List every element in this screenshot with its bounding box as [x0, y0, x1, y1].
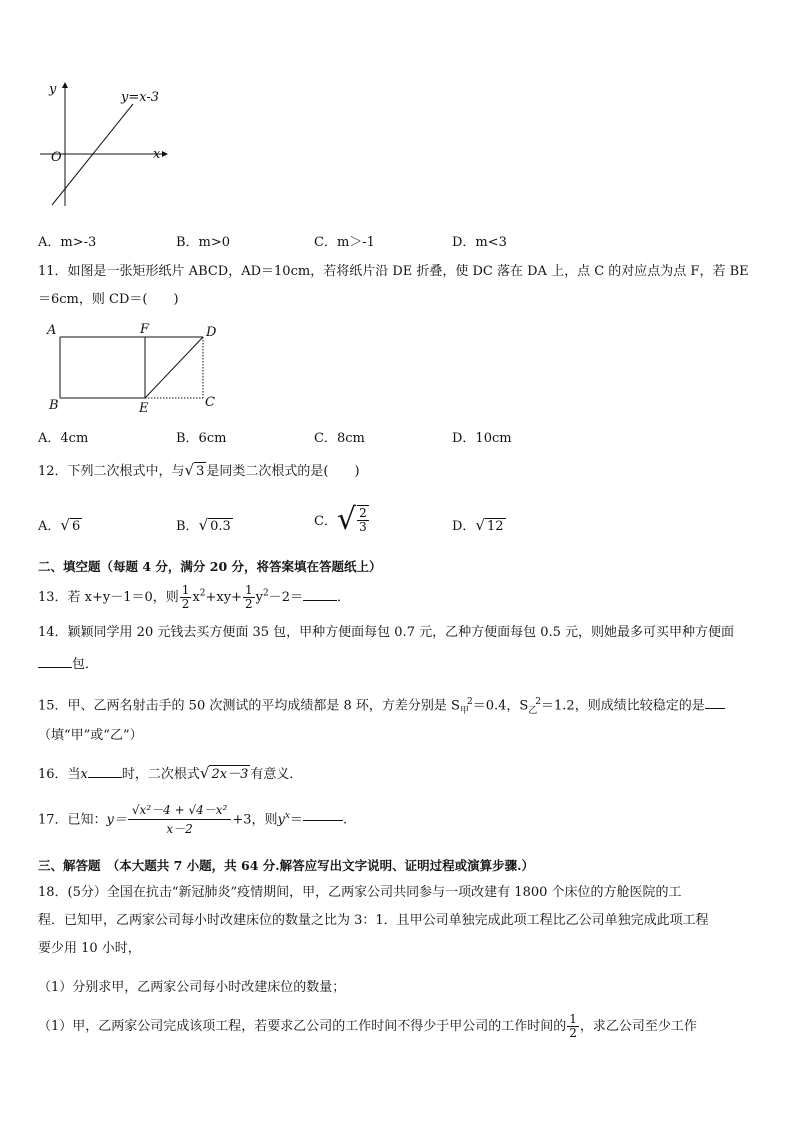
q15-exp-yi: 2	[535, 697, 542, 707]
q10-option-a: A．m>-3	[38, 235, 97, 250]
q17-answer-blank	[303, 820, 343, 821]
q18-stem-line2: 程．已知甲，乙两家公司每小时改建床位的数量之比为 3：1．且甲公司单独完成此项工程比乙公司单独完成此项工程	[38, 913, 709, 928]
fold-de	[145, 337, 203, 398]
q18-part2	[38, 1013, 697, 1040]
point-e-label: E	[139, 401, 149, 416]
q17-y-eq: y＝	[106, 812, 127, 828]
q13-x: x	[192, 590, 200, 605]
q16-radicand: 2x－3	[211, 767, 249, 782]
q16-mid: 时，二次根式	[121, 767, 200, 782]
q17-stem	[38, 804, 347, 836]
q13-y-exponent: 2	[262, 588, 269, 599]
q12-option-a	[38, 515, 82, 534]
q16-pre: 16．当	[38, 767, 81, 782]
q13-fraction-1-den: 2	[181, 597, 190, 611]
q13-x-exponent: 2	[199, 588, 206, 599]
q18-part2-pre: （1）甲，乙两家公司完成该项工程，若要求乙公司的工作时间不得少于甲公司的工作时间的	[38, 1019, 567, 1034]
x-axis-label: x	[153, 147, 161, 162]
q12-stem-pre: 12．下列二次根式中，与	[38, 464, 185, 479]
q17-eq: ＝	[289, 812, 303, 828]
q15-stem-line1	[38, 694, 725, 720]
q11-option-d: D．10cm	[452, 431, 512, 446]
q11-option-a: A．4cm	[38, 431, 89, 446]
q13-mid: +xy+	[205, 590, 242, 605]
q16-var: x	[80, 767, 88, 782]
q12-stem-post: 是同类二次根式的是( )	[206, 464, 360, 479]
q17-numerator: √x²－4 + √4－x²	[128, 804, 231, 820]
point-f-label: F	[140, 322, 150, 337]
q15-val-jia: ＝0.4，S	[472, 698, 529, 714]
q14-line2-end: 包．	[72, 657, 99, 672]
q15-stem-line2: （填“甲”或“乙”）	[38, 728, 143, 743]
q12-option-b	[176, 515, 233, 534]
sqrt-symbol: √	[184, 461, 195, 479]
q11-stem-line2: ＝6cm，则 CD＝( )	[38, 292, 179, 307]
q16-post: 有意义．	[250, 767, 303, 782]
q13-answer-blank	[303, 600, 337, 601]
q14-stem-line2	[38, 656, 98, 673]
q15-sub-jia: 甲	[459, 705, 469, 716]
q11-stem-line1: 11．如图是一张矩形纸片 ABCD，AD＝10cm，若将纸片沿 DE 折叠，使 DC 落在 DA 上，点 C 的对应点为点 F，若 BE	[38, 264, 749, 279]
sqrt-symbol: √	[475, 516, 485, 534]
q17-y: y	[277, 812, 285, 828]
sqrt-symbol: √	[60, 516, 70, 534]
q12-option-d-radicand: 12	[487, 519, 504, 534]
origin-label: O	[51, 150, 62, 165]
q18-part2-fraction	[567, 1013, 579, 1040]
q13-fraction-2-num: 1	[244, 583, 253, 597]
point-d-label: D	[206, 325, 217, 340]
q12-option-c-fraction	[357, 505, 369, 534]
q12-option-a-label: A．	[38, 519, 61, 534]
sqrt-symbol: √	[336, 502, 357, 537]
q18-part1: （1）分别求甲，乙两家公司每小时改建床位的数量；	[38, 980, 346, 995]
q18-stem-line1: 18．(5分）全国在抗击“新冠肺炎”疫情期间，甲，乙两家公司共同参与一项改建有 1800 个床位的方舱医院的工	[38, 885, 682, 900]
q13-fraction-1	[180, 584, 192, 611]
sqrt-symbol: √	[198, 516, 209, 534]
q10-option-d: D．m<3	[452, 235, 507, 250]
q18-stem-line3: 要少用 10 小时，	[38, 941, 141, 956]
q12-stem	[38, 462, 360, 480]
q13-fraction-1-num: 1	[181, 583, 190, 597]
q12-option-c	[314, 502, 370, 537]
sqrt-symbol: √	[199, 764, 210, 782]
q11-option-b: B．6cm	[176, 431, 227, 446]
q14-stem-line1: 14．颖颖同学用 20 元钱去买方便面 35 包，甲种方便面每包 0.7 元，乙种方便面每包 0.5 元，则她最多可买甲种方便面	[38, 625, 735, 640]
q13-stem	[38, 584, 350, 611]
q12-option-c-denominator: 3	[359, 520, 367, 534]
q14-answer-blank	[38, 667, 72, 668]
point-a-label: A	[47, 323, 57, 338]
q16-stem	[38, 765, 302, 783]
q15-exp-jia: 2	[466, 697, 473, 707]
q11-option-c: C．8cm	[314, 431, 365, 446]
q12-stem-radicand: 3	[196, 464, 205, 479]
section-2-heading: 二、填空题（每题 4 分，满分 20 分，将答案填在答题纸上）	[38, 559, 382, 574]
q17-fraction	[128, 804, 231, 836]
q12-option-c-numerator: 2	[359, 506, 367, 520]
q13-fraction-2-den: 2	[244, 597, 253, 611]
q16-answer-blank	[88, 777, 122, 778]
q13-pre: 13．若 x+y－1＝0，则	[38, 590, 179, 605]
rectangle-fold-figure	[44, 320, 224, 415]
q13-post: －2＝	[268, 590, 303, 605]
section-3-heading: 三、解答题 （本大题共 7 小题，共 64 分.解答应写出文字说明、证明过程或演算步骤.）	[38, 858, 534, 873]
q18-part2-post: ，求乙公司至少工作	[579, 1019, 697, 1034]
point-c-label: C	[205, 395, 215, 410]
q15-val-yi: ＝1.2，则成绩比较稳定的是	[541, 698, 705, 714]
q12-option-b-radicand: 0.3	[210, 519, 231, 534]
q10-option-b: B．m>0	[176, 235, 231, 250]
q10-option-c: C．m＞-1	[314, 235, 375, 250]
q12-option-c-label: C．	[314, 514, 337, 529]
line-equation-label: y=x-3	[121, 90, 160, 105]
q12-option-d-label: D．	[452, 519, 476, 534]
q12-option-b-label: B．	[176, 519, 199, 534]
q13-fraction-2	[243, 584, 255, 611]
q15-pre: 15．甲、乙两名射击手的 50 次测试的平均成绩都是 8 环，方差分别是 S	[38, 698, 460, 714]
q17-plus: +3，则	[232, 812, 278, 828]
point-b-label: B	[49, 398, 59, 413]
x-axis-arrow	[162, 151, 168, 157]
q13-end: ．	[337, 590, 351, 605]
q18-part2-den: 2	[569, 1026, 577, 1040]
q12-option-a-radicand: 6	[71, 519, 81, 534]
y-axis-arrow	[62, 82, 68, 88]
q17-y-exponent: x	[284, 811, 290, 822]
q17-denominator: x－2	[166, 822, 193, 836]
q18-part2-num: 1	[569, 1012, 577, 1026]
q15-answer-blank	[705, 708, 725, 709]
q15-sub-yi: 乙	[528, 705, 538, 716]
q17-pre: 17．已知：	[38, 812, 107, 828]
q12-option-d	[452, 515, 506, 534]
y-axis-label: y	[49, 82, 57, 97]
q13-y: y	[255, 590, 263, 605]
q17-end: .	[342, 812, 348, 828]
